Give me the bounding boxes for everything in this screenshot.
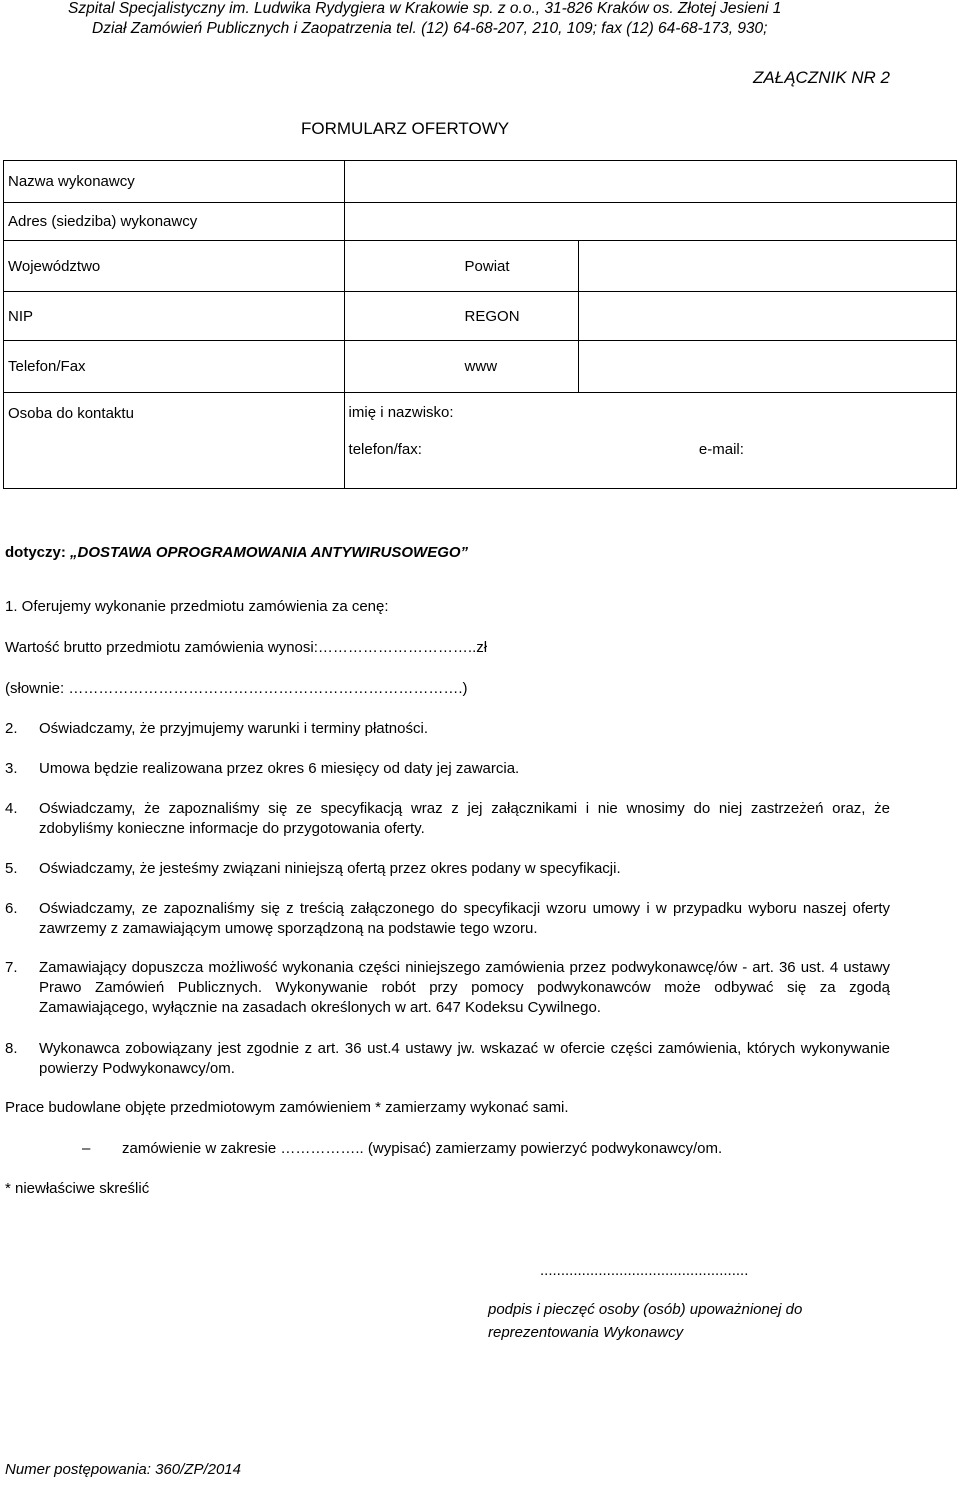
item-4 xyxy=(5,799,890,839)
signature-caption-2: reprezentowania Wykonawcy xyxy=(488,1324,684,1341)
label-contact: Osoba do kontaktu xyxy=(4,393,345,489)
header-line-1: Szpital Specjalistyczny im. Ludwika Rydygiera w Krakowie sp. z o.o., 31-826 Kraków os. Złotej Jesieni 1 xyxy=(68,0,782,17)
label-www: www xyxy=(464,358,498,375)
subject-prefix: dotyczy: xyxy=(5,544,66,561)
item-2 xyxy=(5,719,890,739)
label-contact-phone: telefon/fax: xyxy=(348,440,422,458)
item-6-number: 6. xyxy=(5,900,18,917)
label-nip: NIP xyxy=(4,292,345,341)
item-3-text: Umowa będzie realizowana przez okres 6 miesięcy od daty jej zawarcia. xyxy=(39,760,520,777)
item-2-number: 2. xyxy=(5,720,18,737)
construction-statement: Prace budowlane objęte przedmiotowym zamówieniem * zamierzamy wykonać sami. xyxy=(5,1099,569,1116)
subject-line xyxy=(5,544,468,561)
label-phone-fax: Telefon/Fax xyxy=(4,341,345,393)
label-voivodeship: Województwo xyxy=(4,241,345,292)
item-4-text: Oświadczamy, że zapoznaliśmy się ze specyfikacją wraz z jej załącznikami i nie wnosimy do niej zastrzeżeń oraz, że zdobyliśmy konieczne informacje do przygotowania oferty. xyxy=(39,800,890,837)
price-line: Wartość brutto przedmiotu zamówienia wynosi:…………………………..zł xyxy=(5,639,488,656)
field-contact-phone[interactable] xyxy=(344,433,579,489)
field-voivodeship[interactable] xyxy=(344,241,579,292)
item-6-text: Oświadczamy, ze zapoznaliśmy się z treścią załączonego do specyfikacji wzoru umowy i w przypadku wyboru naszej oferty zawrzemy z zamawiającym umowę sporządzoną na podstawie tego wzoru. xyxy=(39,900,890,937)
footnote: * niewłaściwe skreślić xyxy=(5,1180,150,1197)
annex-label: ZAŁĄCZNIK NR 2 xyxy=(753,68,890,87)
field-name[interactable] xyxy=(344,161,956,203)
field-county[interactable] xyxy=(579,241,957,292)
item-3 xyxy=(5,759,890,779)
field-address[interactable] xyxy=(344,203,956,241)
label-regon: REGON xyxy=(464,307,520,325)
item-3-number: 3. xyxy=(5,760,18,777)
label-address: Adres (siedziba) wykonawcy xyxy=(4,203,345,241)
field-phone-fax[interactable] xyxy=(344,341,579,393)
contractor-table xyxy=(3,160,957,489)
header-line-2: Dział Zamówień Publicznych i Zaopatrzenia tel. (12) 64-68-207, 210, 109; fax (12) 64-68-173, 930; xyxy=(92,20,768,37)
item-2-text: Oświadczamy, że przyjmujemy warunki i terminy płatności. xyxy=(39,720,428,737)
label-contact-name: imię i nazwisko: xyxy=(348,404,454,422)
label-name: Nazwa wykonawcy xyxy=(4,161,345,203)
item-7 xyxy=(5,958,890,1018)
item-5-text: Oświadczamy, że jesteśmy związani niniejszą ofertą przez okres podany w specyfikacji. xyxy=(39,860,621,877)
label-contact-email: e-mail: xyxy=(698,440,744,458)
item-4-number: 4. xyxy=(5,800,18,817)
item-5 xyxy=(5,859,890,879)
subcontract-line: zamówienie w zakresie …………….. (wypisać) zamierzamy powierzyć podwykonawcy/om. xyxy=(122,1140,723,1157)
item-7-text: Zamawiający dopuszcza możliwość wykonania części niniejszego zamówienia przez podwykonawcę/ów - art. 36 ust. 4 ustawy Prawo Zamówień Publicznych. Wykonywanie robót przy pomocy podwykonawców może odbywać się za zgodą Zamawiającego, wyłącznie na zasadach określonych w art. 647 Kodeksu Cywilnego. xyxy=(39,959,890,1016)
price-words-line: (słownie: …………………………………………………………………….) xyxy=(5,680,468,697)
item-8-text: Wykonawca zobowiązany jest zgodnie z art. 36 ust.4 ustawy jw. wskazać w ofercie części zamówienia, których wykonywanie powierzy Podwykonawcy/om. xyxy=(39,1040,890,1077)
field-www[interactable] xyxy=(579,341,957,393)
item-8 xyxy=(5,1039,890,1079)
item-7-number: 7. xyxy=(5,959,18,976)
signature-caption-1: podpis i pieczęć osoby (osób) upoważnionej do xyxy=(488,1301,803,1318)
field-nip[interactable] xyxy=(344,292,579,341)
item-6 xyxy=(5,899,890,939)
field-contact-name[interactable] xyxy=(344,393,956,433)
subject-text: „DOSTAWA OPROGRAMOWANIA ANTYWIRUSOWEGO” xyxy=(70,544,469,561)
item-1: 1. Oferujemy wykonanie przedmiotu zamówienia za cenę: xyxy=(5,598,389,615)
page-title: FORMULARZ OFERTOWY xyxy=(301,119,510,138)
case-number: Numer postępowania: 360/ZP/2014 xyxy=(5,1461,241,1478)
label-county: Powiat xyxy=(464,257,510,275)
signature-dots: .................................................. xyxy=(540,1262,749,1279)
field-regon[interactable] xyxy=(579,292,957,341)
item-5-number: 5. xyxy=(5,860,18,877)
item-8-number: 8. xyxy=(5,1040,18,1057)
field-contact-email[interactable] xyxy=(579,433,957,489)
subcontract-bullet: – xyxy=(82,1140,91,1157)
